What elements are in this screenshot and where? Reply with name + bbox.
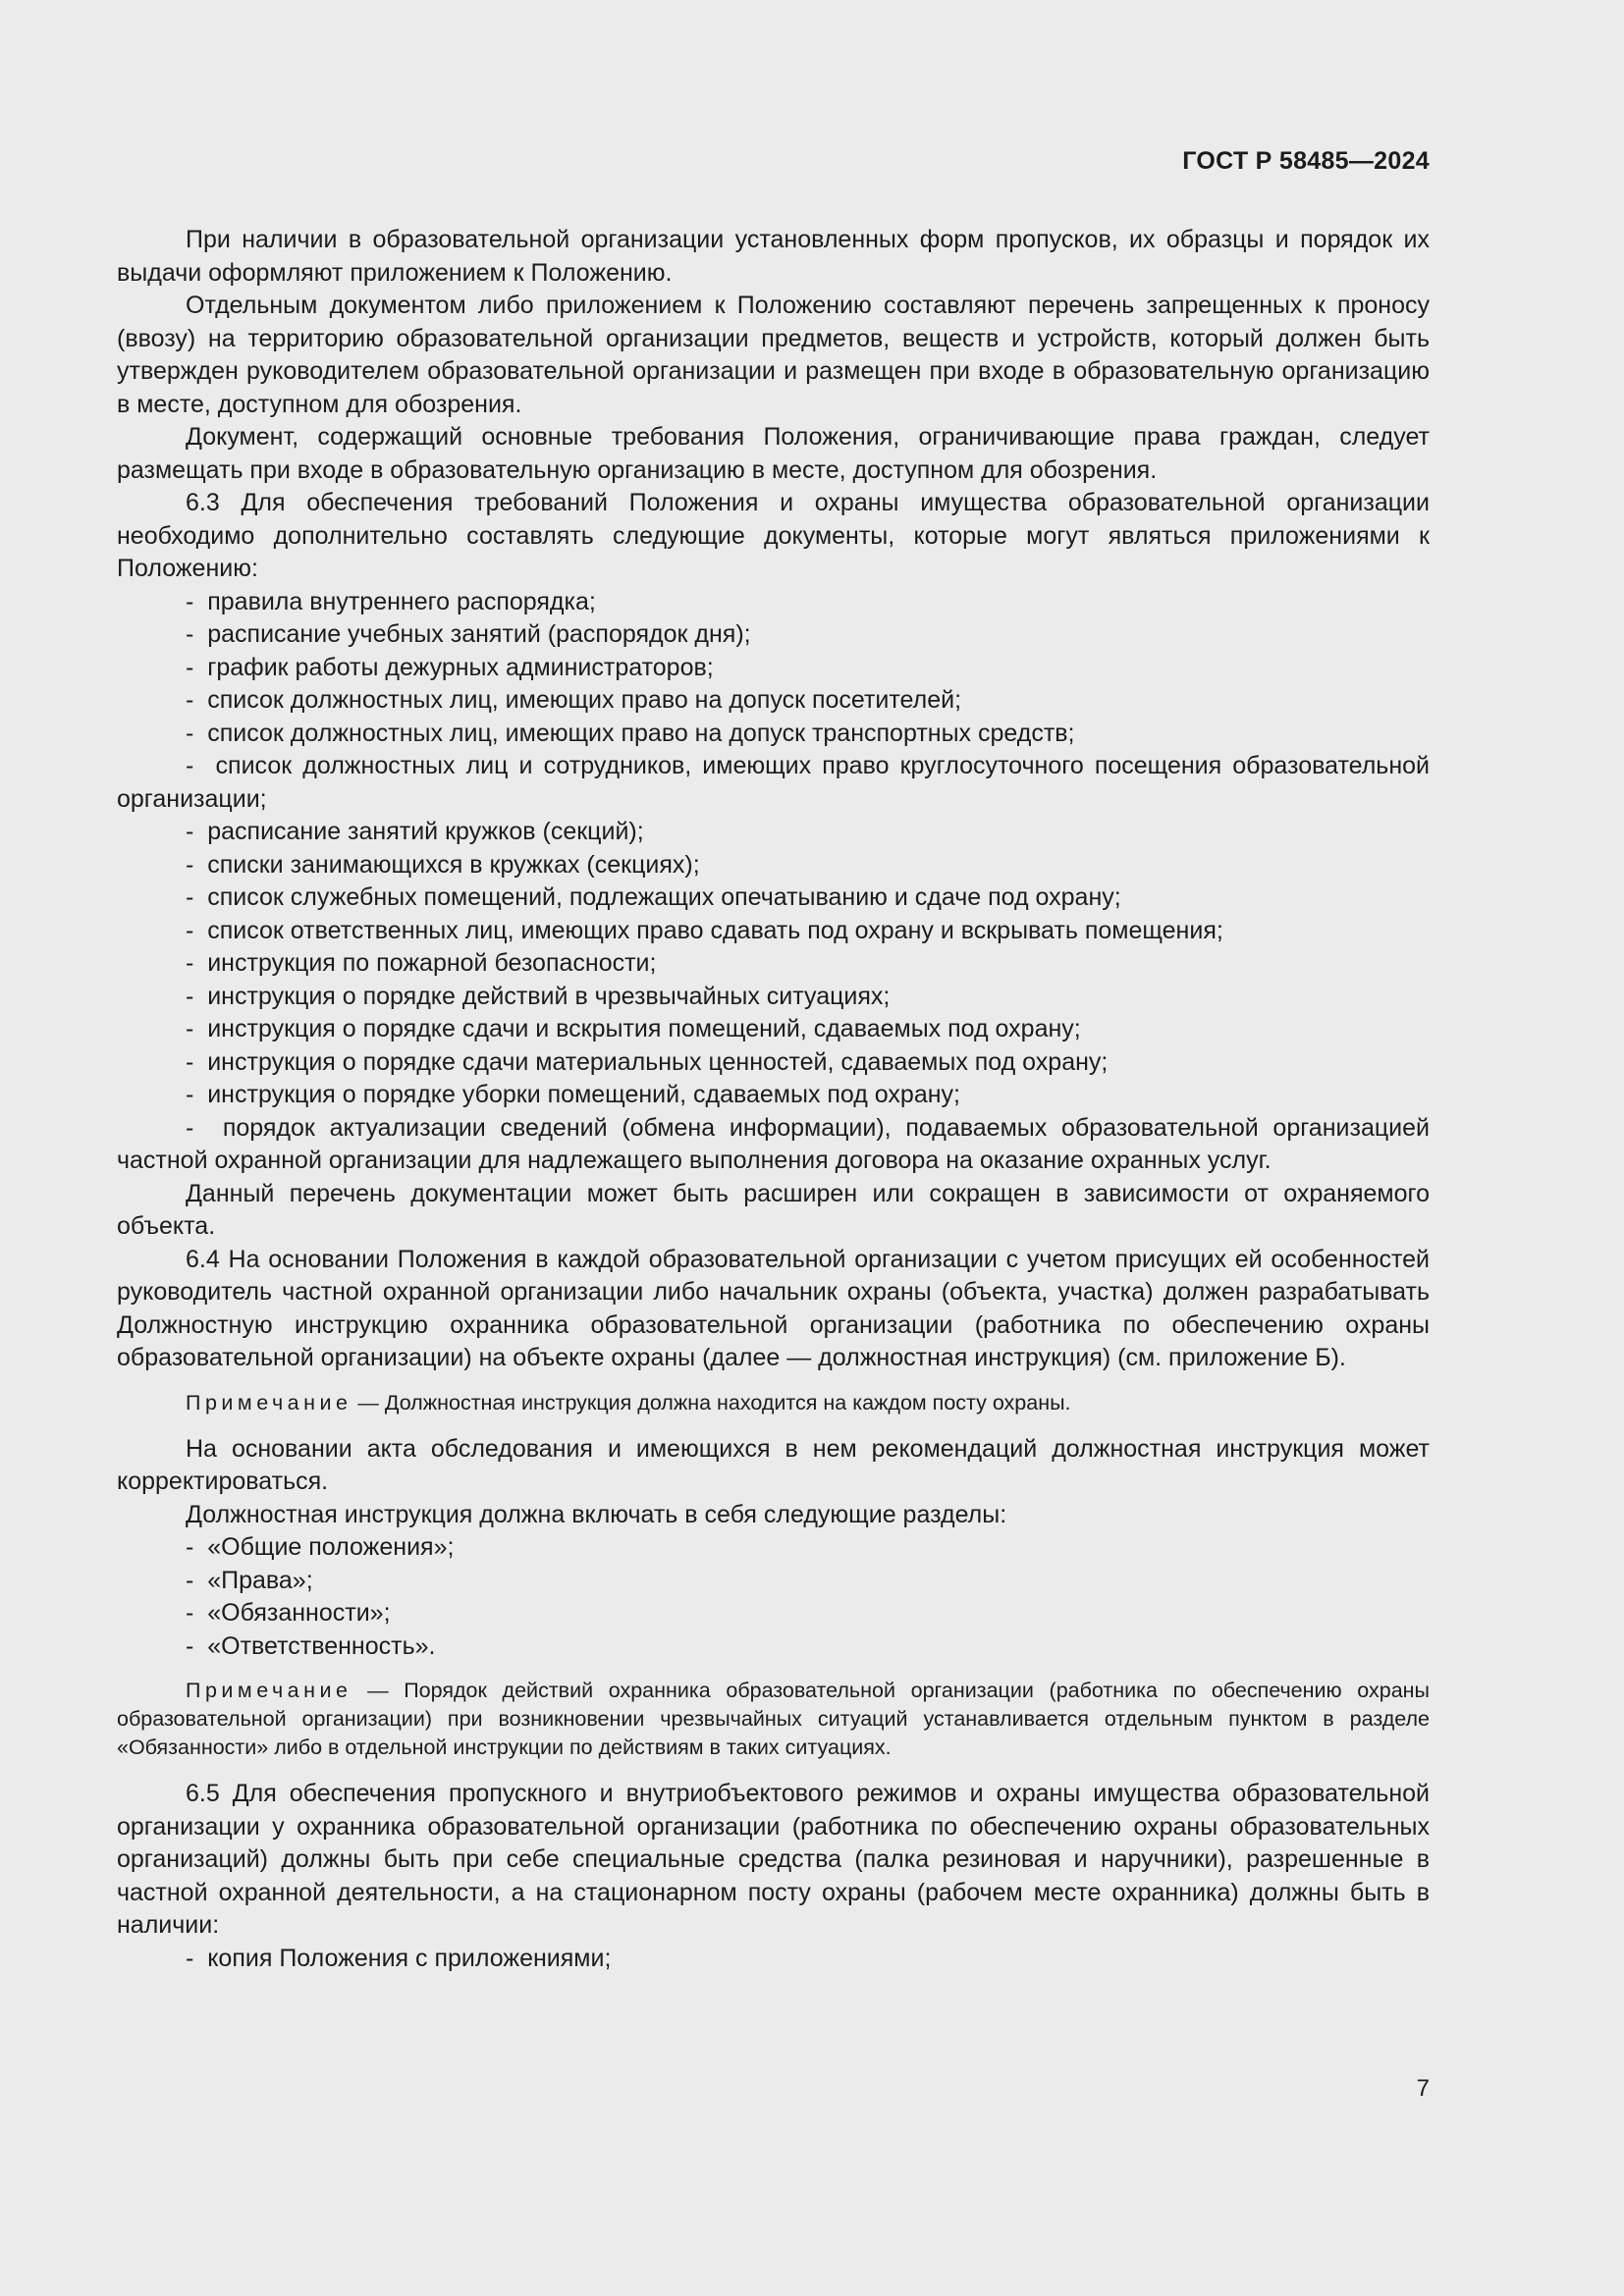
bullet-list: [117, 1531, 1430, 1663]
list-item: - «Права»;: [117, 1565, 1430, 1598]
note-text: — Должностная инструкция должна находится на каждом посту охраны.: [352, 1390, 1071, 1415]
list-item: - инструкция о порядке действий в чрезвычайных ситуациях;: [117, 981, 1430, 1014]
list-item: - список ответственных лиц, имеющих право сдавать под охрану и вскрывать помещения;: [117, 915, 1430, 948]
list-item: - график работы дежурных администраторов;: [117, 652, 1430, 685]
list-item: - инструкция о порядке сдачи и вскрытия помещений, сдаваемых под охрану;: [117, 1013, 1430, 1046]
bullet-list: [117, 1943, 1430, 1976]
paragraph: Отдельным документом либо приложением к Положению составляют перечень запрещенных к проносу (ввозу) на территорию образовательной организации предметов, веществ и устройств, который должен быть утвержден руководителем образовательной организации и размещен при входе в образовательную организацию в месте, доступном для обозрения.: [117, 292, 1430, 418]
paragraph: На основании акта обследования и имеющихся в нем рекомендаций должностная инструкция может корректироваться.: [117, 1434, 1430, 1495]
list-item: - порядок актуализации сведений (обмена информации), подаваемых образовательной организацией частной охранной организации для надлежащего выполнения договора на оказание охранных услуг.: [117, 1112, 1430, 1178]
list-item: - список должностных лиц и сотрудников, имеющих право круглосуточного посещения образовательной организации;: [117, 750, 1430, 816]
list-item: - расписание учебных занятий (распорядок дня);: [117, 618, 1430, 652]
list-item: - списки занимающихся в кружках (секциях);: [117, 849, 1430, 882]
list-item: - расписание занятий кружков (секций);: [117, 816, 1430, 849]
note: [117, 1677, 1430, 1762]
list-item: - список должностных лиц, имеющих право на допуск транспортных средств;: [117, 718, 1430, 751]
list-item: - инструкция о порядке уборки помещений, сдаваемых под охрану;: [117, 1079, 1430, 1112]
paragraph: 6.3 Для обеспечения требований Положения и охраны имущества образовательной организации необходимо дополнительно составлять следующие документы, которые могут являться приложениями к Положению:: [117, 489, 1430, 582]
list-item: - «Ответственность».: [117, 1630, 1430, 1664]
list-item: - «Общие положения»;: [117, 1531, 1430, 1565]
list-item: - правила внутреннего распорядка;: [117, 586, 1430, 619]
paragraph: Должностная инструкция должна включать в себя следующие разделы:: [186, 1500, 1007, 1528]
paragraph: Документ, содержащий основные требования Положения, ограничивающие права граждан, следует размещать при входе в образовательную организацию в месте, доступном для обозрения.: [117, 423, 1430, 484]
list-item: - список должностных лиц, имеющих право на допуск посетителей;: [117, 684, 1430, 718]
paragraph: Данный перечень документации может быть расширен или сокращен в зависимости от охраняемого объекта.: [117, 1179, 1430, 1240]
list-item: - список служебных помещений, подлежащих опечатыванию и сдаче под охрану;: [117, 881, 1430, 915]
document-code-header: ГОСТ Р 58485—2024: [1182, 147, 1430, 175]
page-number: 7: [1416, 2075, 1430, 2102]
list-item: - инструкция о порядке сдачи материальных ценностей, сдаваемых под охрану;: [117, 1046, 1430, 1080]
paragraph: 6.5 Для обеспечения пропускного и внутриобъектового режимов и охраны имущества образовательной организации у охранника образовательной организации (работника по обеспечению охраны образовательных организаций) должны быть при себе специальные средства (палка резиновая и наручники), разрешенные в частной охранной деятельности, а на стационарном посту охраны (рабочем месте охранника) должны быть в наличии:: [117, 1780, 1430, 1939]
note-label: Примечание: [186, 1390, 352, 1415]
bullet-list: [117, 586, 1430, 1178]
list-item: - инструкция по пожарной безопасности;: [117, 947, 1430, 981]
paragraph: 6.4 На основании Положения в каждой образовательной организации с учетом присущих ей особенностей руководитель частной охранной организации либо начальник охраны (объекта, участка) должен разрабатывать Должностную инструкцию охранника образовательной организации (работника по обеспечению охраны образовательной организации) на объекте охраны (далее — должностная инструкция) (см. приложение Б).: [117, 1245, 1430, 1371]
note-text: — Порядок действий охранника образовательной организации (работника по обеспечению охраны образовательной организации) при возникновении чрезвычайных ситуаций устанавливается отдельным пунктом в разделе «Обязанности» либо в отдельной инструкции по действиям в таких ситуациях.: [117, 1679, 1430, 1759]
document-body: [117, 224, 1430, 1975]
note-label: Примечание: [186, 1679, 352, 1702]
list-item: - копия Положения с приложениями;: [117, 1943, 1430, 1976]
note: [117, 1389, 1430, 1417]
paragraph: При наличии в образовательной организации установленных форм пропусков, их образцы и порядок их выдачи оформляют приложением к Положению.: [117, 226, 1430, 287]
list-item: - «Обязанности»;: [117, 1597, 1430, 1630]
